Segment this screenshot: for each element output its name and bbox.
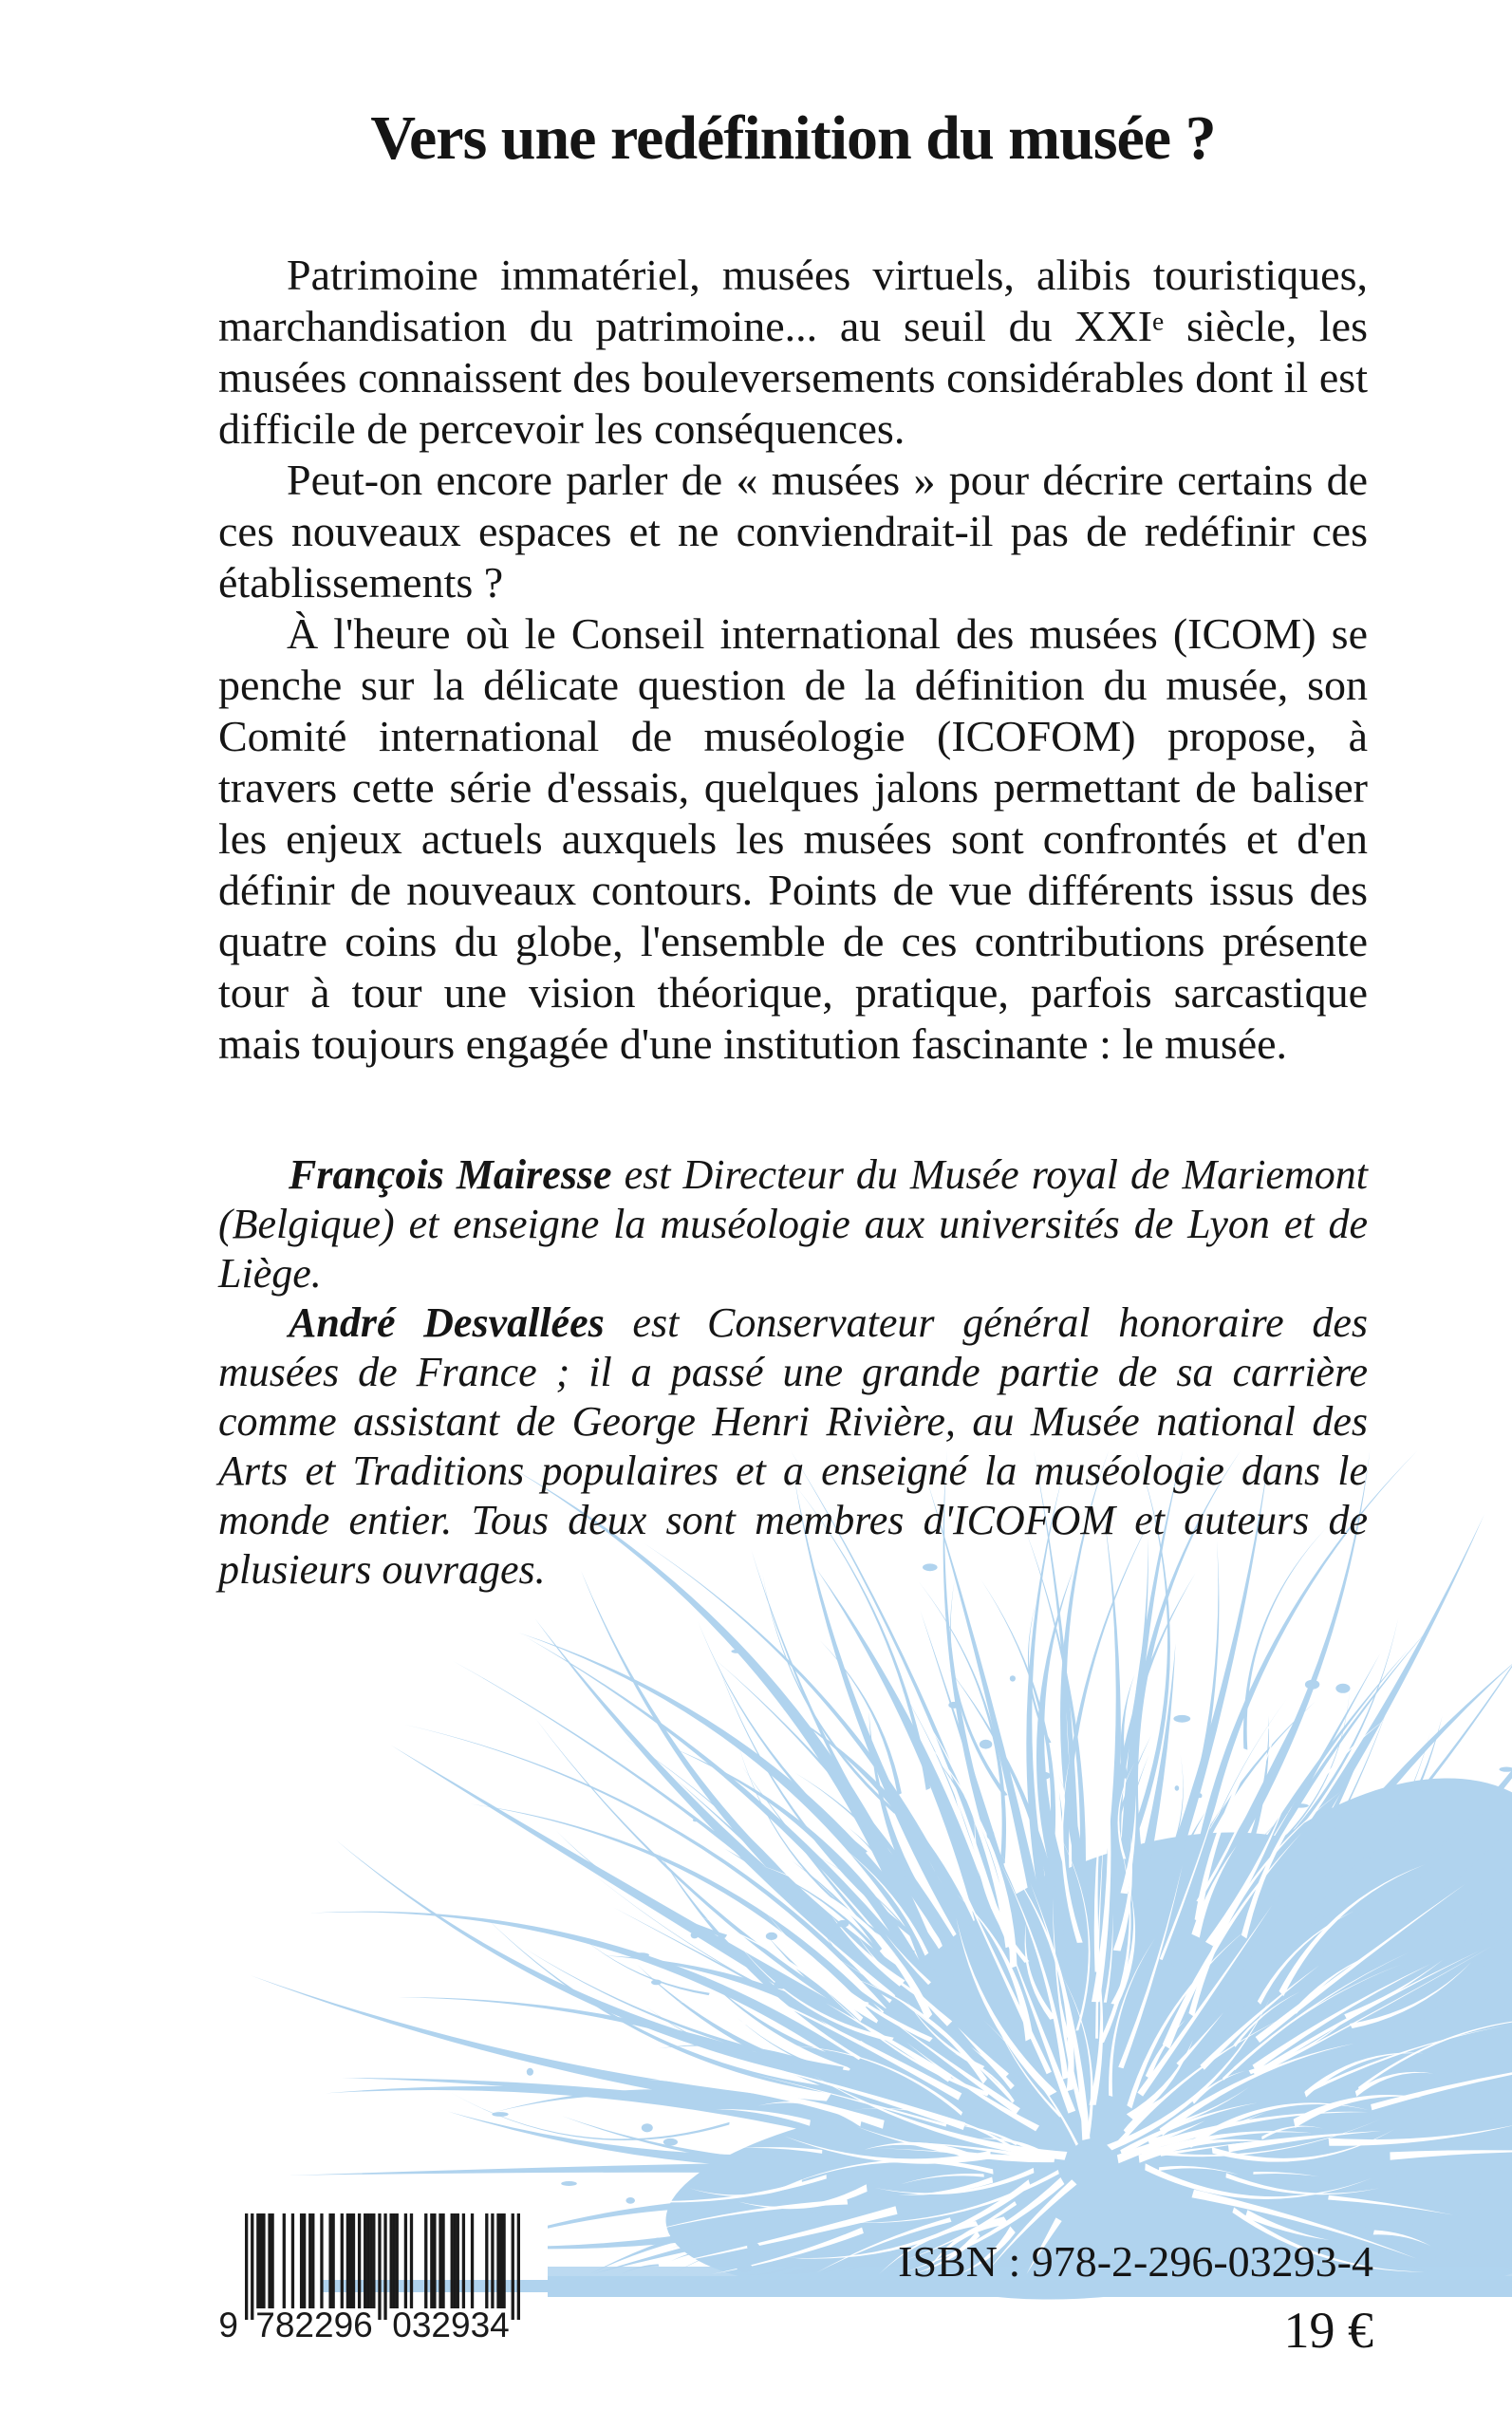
bio-text-desvallees: est Conservateur général honoraire des musées de France ; il a passé une grande partie de sa carrière comme assistant de George Henri Rivière, au Musée national des Arts et Traditions populaires et a enseigné la muséologie dans le monde entier. Tous deux sont membres d'ICOFOM et auteurs de plusieurs ouvrages.	[218, 1299, 1368, 1593]
svg-text:9: 9	[218, 2306, 238, 2344]
back-cover-blurb	[218, 250, 1368, 1070]
bio-paragraph-mairesse	[218, 1150, 1368, 1298]
svg-text:782296: 782296	[255, 2306, 373, 2344]
author-name-mairesse: François Mairesse	[289, 1151, 612, 1198]
bio-text-mairesse: est Directeur du Musée royal de Mariemont (Belgique) et enseigne la muséologie aux universités de Lyon et de Liège.	[218, 1151, 1368, 1297]
blurb-paragraph-2: Peut-on encore parler de « musées » pour décrire certains de ces nouveaux espaces et ne conviendrait-il pas de redéfinir ces établissements ?	[218, 456, 1368, 607]
page-title: Vers une redéfinition du musée ?	[370, 103, 1216, 173]
superscript-e: e	[1152, 306, 1165, 336]
authors-bio	[218, 1150, 1368, 1595]
svg-text:032934: 032934	[392, 2306, 510, 2344]
price-label: 19 €	[1283, 2302, 1373, 2359]
blurb-paragraph-1	[218, 250, 1368, 455]
isbn-label: ISBN : 978-2-296-03293-4	[898, 2237, 1373, 2286]
bio-paragraph-desvallees	[218, 1298, 1368, 1595]
blurb-paragraph-3: À l'heure où le Conseil international des musées (ICOM) se penche sur la délicate question de la définition du musée, son Comité international de muséologie (ICOFOM) propose, à travers cette série d'essais, quelques jalons permettant de baliser les enjeux actuels auxquels les musées sont confrontés et d'en définir de nouveaux contours. Points de vue différents issus des quatre coins du globe, l'ensemble de ces contributions présente tour à tour une vision théorique, pratique, parfois sarcastique mais toujours engagée d'une institution fascinante : le musée.	[218, 609, 1368, 1068]
author-name-desvallees: André Desvallées	[289, 1299, 605, 1346]
ean13-barcode	[195, 2193, 574, 2354]
blurb-p1-post: siècle, les musées connaissent des bouleversements considérables dont il est difficile de percevoir les conséquences.	[218, 302, 1368, 453]
blurb-p1-pre: Patrimoine immatériel, musées virtuels, alibis touristiques, marchandisation du patrimoine... au seuil du XXI	[218, 251, 1368, 350]
